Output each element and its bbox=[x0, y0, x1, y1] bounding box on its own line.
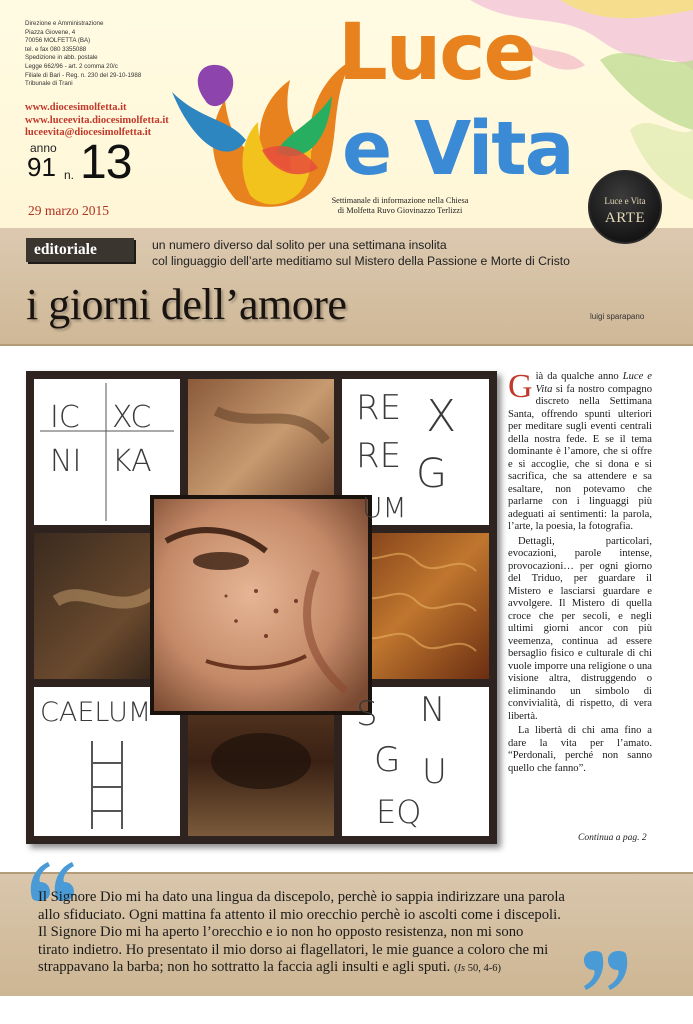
letter-re-2: RE bbox=[356, 436, 402, 476]
publisher-info-line: Tribunale di Trani bbox=[25, 80, 73, 88]
publisher-info bbox=[25, 20, 165, 89]
letter-xc: XC bbox=[112, 400, 152, 435]
article-paragraph: La libertà di chi ama fino a dare la vita per l’amato. “Perdonali, perché non sanno quello che fanno”. bbox=[508, 725, 652, 774]
letter-x: X bbox=[426, 391, 457, 442]
letter-g: G bbox=[416, 451, 447, 497]
continue-link[interactable]: Continua a pag. 2 bbox=[578, 833, 647, 843]
luceevita-website-link[interactable]: www.luceevita.diocesimolfetta.it bbox=[25, 114, 169, 126]
quote-line: Il Signore Dio mi ha dato una lingua da discepolo, perchè io sappia indirizzare una parola bbox=[38, 889, 565, 905]
arte-badge bbox=[588, 170, 662, 244]
newspaper-name: Luce e Vita bbox=[535, 371, 652, 395]
publisher-links bbox=[25, 102, 169, 140]
article-text: ià da qualche anno bbox=[535, 371, 623, 382]
letter-ka: KA bbox=[112, 444, 152, 479]
issue-n-label: n. bbox=[64, 168, 75, 182]
quote-line: Il Signore Dio mi ha aperto l’orecchio e io non ho opposto resistenza, non mi sono bbox=[38, 924, 524, 940]
logo-title-evita: e Vita bbox=[342, 106, 573, 192]
arte-badge-brand: Luce e Vita bbox=[604, 196, 646, 206]
letter-re: RE bbox=[356, 388, 402, 428]
artwork-mosaic bbox=[26, 371, 497, 844]
letter-eq: EQ bbox=[376, 793, 422, 831]
tagline-line: di Molfetta Ruvo Giovinazzo Terlizzi bbox=[337, 205, 463, 215]
letter-u: U bbox=[422, 752, 447, 792]
letter-caelum: CAELUM bbox=[40, 697, 152, 728]
quote-line: strappavano la barba; non ho sottratto la faccia agli insulti e agli sputi. bbox=[38, 959, 451, 975]
editorial-band bbox=[0, 228, 693, 346]
article-paragraph: Dettagli, particolari, evocazioni, parole intense, provocazioni… per ogni giorno del Triduo, per guardare il Mistero e lasciarsi guardare e avvolgere. Il Mistero di quella croce che per secoli, e negli ultimi giorni ancor con più veemenza, continua ad essere bersaglio fisico e culturale di chi vuole imporre una religione o una visione altra, distruggendo o eliminando un simbolo di convivialità, di rispetto, di vera libertà. bbox=[508, 535, 652, 722]
publisher-info-line: tel. e fax 080 3355088 bbox=[25, 45, 87, 53]
author-byline: luigi sparapano bbox=[590, 312, 645, 321]
kicker bbox=[152, 237, 570, 269]
quote-line: allo sfiduciato. Ogni mattina fa attento il mio orecchio perchè io ascolti come i discepoli. bbox=[38, 906, 561, 923]
email-link[interactable]: luceevita@diocesimolfetta.it bbox=[25, 127, 152, 138]
scripture-book: Is bbox=[457, 963, 466, 974]
article-body bbox=[508, 368, 652, 777]
arte-badge-label: ARTE bbox=[604, 210, 646, 226]
issue-year-number: 91 bbox=[27, 152, 56, 182]
issue-number: 13 bbox=[80, 136, 132, 189]
article-text: si fa nostro compagno discreto nella Settimana Santa, offrendo spunti ulteriori per meditare sugli eventi centrali della nostra fede. E se il tema dominante è l’amore, che si offre e si accoglie, che si dona e si sacrifica, che sa attendere e sa esaltare, non potevamo che parlarne con i linguaggi più adeguati ai sentimenti: la parola, l’arte, la poesia, la fotografia. bbox=[508, 383, 652, 532]
headline: i giorni dell’amore bbox=[26, 280, 347, 329]
issue-date: 29 marzo 2015 bbox=[28, 203, 109, 218]
publisher-info-line: Spedizione in abb. postale bbox=[25, 54, 98, 62]
publisher-info-line: Filiale di Bari - Reg. n. 230 del 29-10-1988 bbox=[25, 71, 142, 79]
publisher-info-line: Direzione e Amministrazione bbox=[25, 20, 104, 27]
logo-head bbox=[198, 65, 233, 106]
issue-anno-label: anno bbox=[30, 141, 57, 155]
section-tag: editoriale bbox=[26, 238, 134, 262]
website-link[interactable]: www.diocesimolfetta.it bbox=[25, 102, 127, 113]
logo-title-luce: Luce bbox=[338, 8, 535, 98]
quote-line: tirato indietro. Ho presentato il mio dorso ai flagellatori, le mie guance a coloro che mi bbox=[38, 941, 549, 958]
tagline bbox=[312, 196, 488, 215]
scripture-verses: 50, 4-6 bbox=[465, 963, 498, 974]
publisher-info-line: 70056 MOLFETTA (BA) bbox=[25, 37, 91, 45]
masthead bbox=[0, 0, 693, 228]
publisher-info-line: Piazza Giovene, 4 bbox=[25, 28, 76, 36]
tagline-line: Settimanale di informazione nella Chiesa bbox=[331, 196, 469, 205]
letter-um: UM bbox=[362, 491, 407, 524]
letter-s: S bbox=[356, 694, 378, 734]
kicker-line: col linguaggio dell’arte meditiamo sul Mistero della Passione e Morte di Cristo bbox=[152, 254, 570, 268]
artwork-svg bbox=[26, 371, 497, 844]
kicker-line: un numero diverso dal solito per una settimana insolita bbox=[152, 238, 447, 252]
drop-cap: G bbox=[508, 368, 533, 405]
letter-ic: IC bbox=[50, 400, 80, 435]
letter-n: N bbox=[420, 690, 446, 730]
scripture-reference: (Is 50, 4-6) bbox=[454, 963, 501, 974]
article-paragraph bbox=[508, 368, 652, 534]
letter-g: G bbox=[374, 740, 401, 780]
scripture-quote bbox=[38, 889, 658, 978]
publisher-info-line: Legge 662/96 - art. 2 comma 20/c bbox=[25, 62, 118, 70]
letter-ni: NI bbox=[50, 444, 82, 479]
